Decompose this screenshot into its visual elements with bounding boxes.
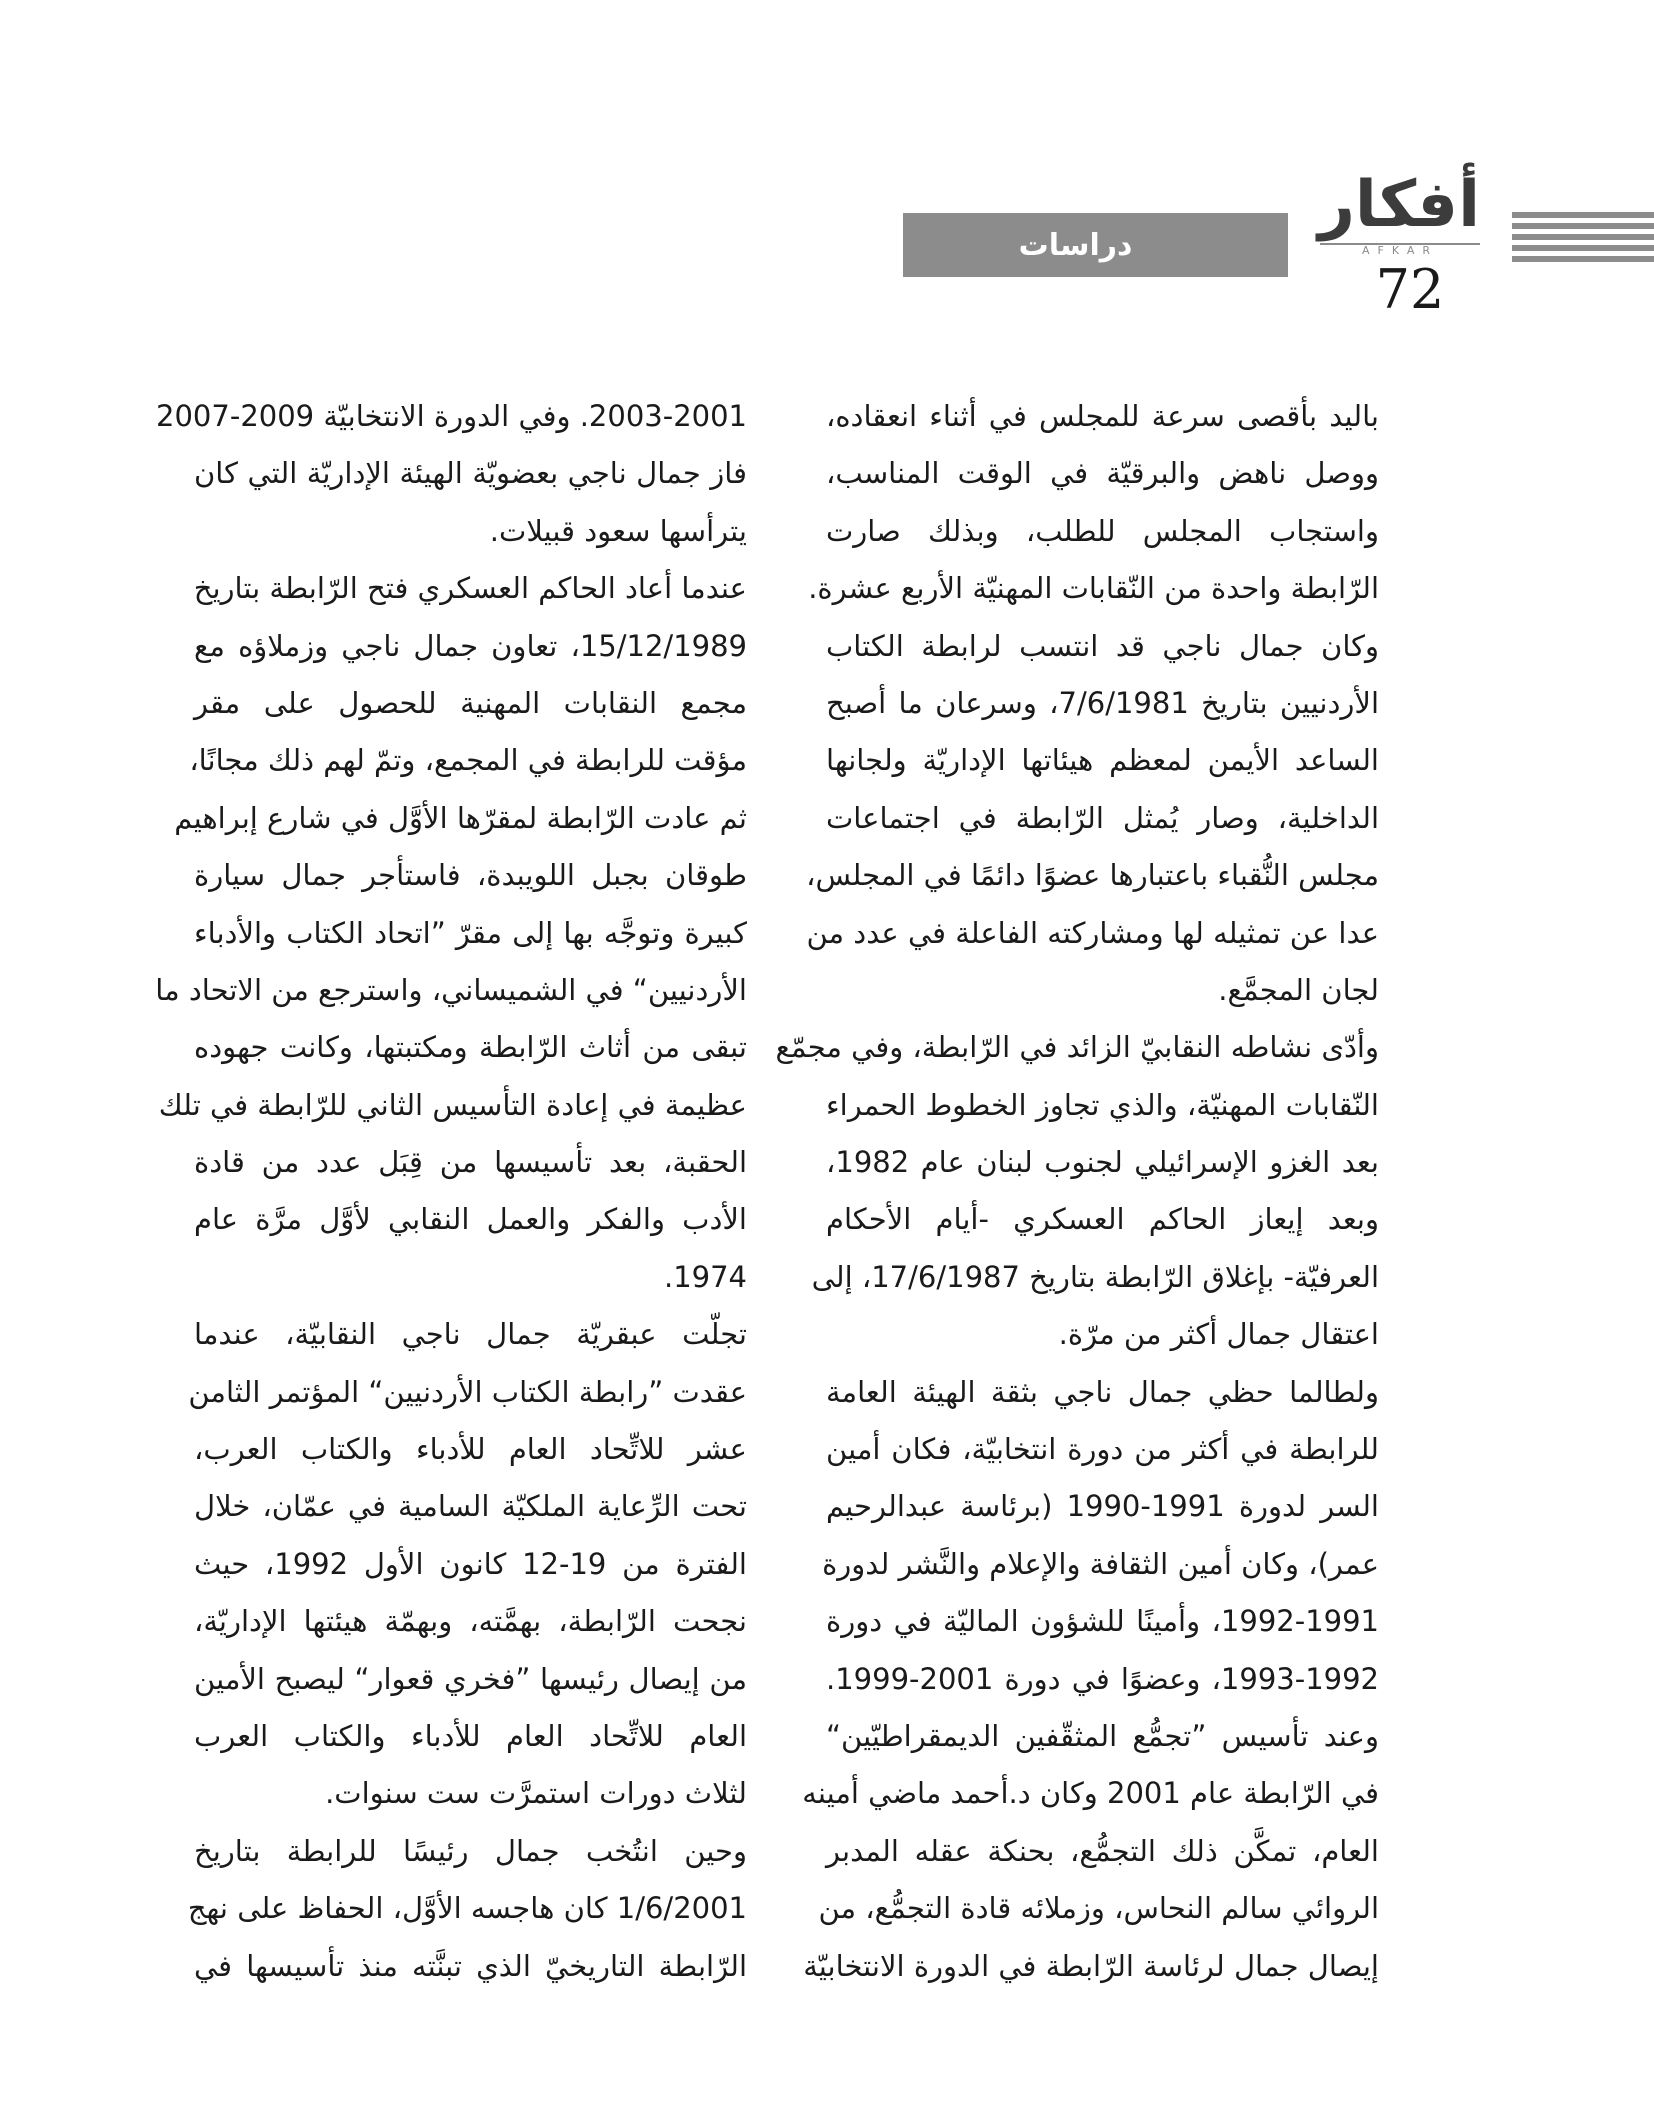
text-line: واستجاب المجلس للطلب، وبذلك صارت	[826, 513, 1379, 548]
text-line: مجمع النقابات المهنية للحصول على مقر	[194, 685, 747, 720]
text-line: عندما أعاد الحاكم العسكري فتح الرّابطة بتاريخ	[193, 571, 747, 606]
text-line: عقدت ”رابطة الكتاب الأردنيين“ المؤتمر الثامن	[188, 1374, 747, 1409]
text-line: في الرّابطة عام 2001 وكان د.أحمد ماضي أمينه	[802, 1776, 1379, 1811]
text-line: لثلاث دورات استمرَّت ست سنوات.	[325, 1776, 747, 1811]
text-line: الرّابطة التاريخيّ الذي تبنَّته منذ تأسيسها في	[194, 1948, 747, 1983]
text-line: الرّابطة واحدة من النّقابات المهنيّة الأربع عشرة.	[808, 571, 1379, 606]
text-line: الحقبة، بعد تأسيسها من قِبَل عدد من قادة	[194, 1145, 747, 1180]
text-line: وأدّى نشاطه النقابيّ الزائد في الرّابطة، وفي مجمّع	[775, 1030, 1379, 1065]
text-line: من إيصال رئيسها ”فخري قعوار“ ليصبح الأمين	[194, 1661, 747, 1696]
text-line: وعند تأسيس ”تجمُّع المثقّفين الديمقراطيّين“	[826, 1718, 1379, 1753]
text-line: الروائي سالم النحاس، وزملائه قادة التجمُّع، من	[818, 1891, 1379, 1926]
text-line: يترأسها سعود قبيلات.	[489, 513, 747, 548]
text-line: طوقان بجبل اللويبدة، فاستأجر جمال سيارة	[194, 858, 747, 893]
text-line: للرابطة في أكثر من دورة انتخابيّة، فكان أمين	[826, 1432, 1379, 1467]
text-line: مؤقت للرابطة في المجمع، وتمّ لهم ذلك مجانًا،	[189, 743, 747, 778]
text-line: 15/12/1989، تعاون جمال ناجي وزملاؤه مع	[194, 628, 747, 663]
decorative-stripes	[1512, 212, 1654, 267]
afkar-logo	[1318, 168, 1480, 257]
text-line: الأدب والفكر والعمل النقابي لأوَّل مرَّة عام	[194, 1202, 747, 1237]
text-line: إيصال جمال لرئاسة الرّابطة في الدورة الانتخابيّة	[803, 1948, 1379, 1983]
logo-latin-text: AFKAR	[1361, 244, 1439, 257]
text-line: عظيمة في إعادة التأسيس الثاني للرّابطة في تلك	[158, 1087, 747, 1122]
text-line: 1/6/2001 كان هاجسه الأوَّل، الحفاظ على نهج	[187, 1891, 747, 1926]
text-line: اعتقال جمال أكثر من مرّة.	[1058, 1317, 1379, 1352]
text-line: 2003-2001. وفي الدورة الانتخابيّة 2009-2007	[156, 399, 747, 433]
text-line: الداخلية، وصار يُمثل الرّابطة في اجتماعات	[826, 800, 1379, 835]
text-line: نجحت الرّابطة، بهمَّته، وبهمّة هيئتها الإداريّة،	[194, 1604, 747, 1639]
text-line: العام للاتِّحاد العام للأدباء والكتاب العرب	[194, 1718, 747, 1753]
text-line: الأردنيين“ في الشميساني، واسترجع من الاتحاد ما	[155, 972, 747, 1007]
section-label-bar	[903, 213, 1288, 277]
text-line: تبقى من أثاث الرّابطة ومكتبتها، وكانت جهوده	[194, 1030, 747, 1065]
text-line: وحين انتُخب جمال رئيسًا للرابطة بتاريخ	[194, 1833, 747, 1868]
text-line: ووصل ناهض والبرقيّة في الوقت المناسب،	[826, 456, 1379, 491]
text-line: 1974.	[663, 1259, 747, 1294]
text-line: عمر)، وكان أمين الثقافة والإعلام والنَّشر لدورة	[822, 1546, 1379, 1581]
text-line: النّقابات المهنيّة، والذي تجاوز الخطوط الحمراء	[826, 1087, 1379, 1122]
text-line: الأردنيين بتاريخ 7/6/1981، وسرعان ما أصبح	[826, 685, 1379, 720]
text-line: عدا عن تمثيله لها ومشاركته الفاعلة في عدد من	[806, 915, 1379, 950]
text-line: الساعد الأيمن لمعظم هيئاتها الإداريّة ولجانها	[826, 743, 1379, 778]
text-line: السر لدورة 1991-1990 (برئاسة عبدالرحيم	[826, 1489, 1379, 1524]
text-line: 1992-1991، وأمينًا للشؤون الماليّة في دورة	[826, 1604, 1379, 1639]
text-line: ثم عادت الرّابطة لمقرّها الأوَّل في شارع إبراهيم	[174, 800, 747, 835]
text-column-right	[775, 388, 1379, 1995]
text-line: 1993-1992، وعضوًا في دورة 2001-1999.	[826, 1661, 1379, 1696]
text-line: ولطالما حظي جمال ناجي بثقة الهيئة العامة	[826, 1374, 1379, 1409]
text-line: بعد الغزو الإسرائيلي لجنوب لبنان عام 1982،	[826, 1145, 1379, 1180]
text-column-left	[155, 388, 747, 1995]
text-line: العام، تمكَّن ذلك التجمُّع، بحنكة عقله المدبر	[826, 1833, 1379, 1868]
text-line: الفترة من 19-12 كانون الأول 1992، حيث	[194, 1546, 747, 1581]
page-number: 72	[1375, 258, 1445, 321]
logo-arabic-text: أفكار	[1318, 168, 1480, 242]
text-line: العرفيّة- بإغلاق الرّابطة بتاريخ 17/6/1987، إلى	[811, 1259, 1379, 1294]
section-label: دراسات	[1018, 227, 1133, 263]
text-line: باليد بأقصى سرعة للمجلس في أثناء انعقاده،	[826, 399, 1379, 433]
page-header	[0, 0, 1654, 340]
text-line: وكان جمال ناجي قد انتسب لرابطة الكتاب	[826, 628, 1379, 663]
text-line: عشر للاتِّحاد العام للأدباء والكتاب العرب،	[194, 1432, 747, 1467]
text-line: كبيرة وتوجَّه بها إلى مقرّ ”اتحاد الكتاب والأدباء	[194, 915, 747, 950]
text-line: وبعد إيعاز الحاكم العسكري -أيام الأحكام	[826, 1202, 1379, 1237]
text-line: مجلس النُّقباء باعتبارها عضوًا دائمًا في المجلس،	[806, 858, 1379, 893]
text-line: تحت الرِّعاية الملكيّة السامية في عمّان، خلال	[194, 1489, 747, 1524]
text-line: فاز جمال ناجي بعضويّة الهيئة الإداريّة التي كان	[194, 456, 747, 491]
text-line: لجان المجمَّع.	[1218, 972, 1379, 1007]
text-line: تجلّت عبقريّة جمال ناجي النقابيّة، عندما	[194, 1317, 747, 1352]
